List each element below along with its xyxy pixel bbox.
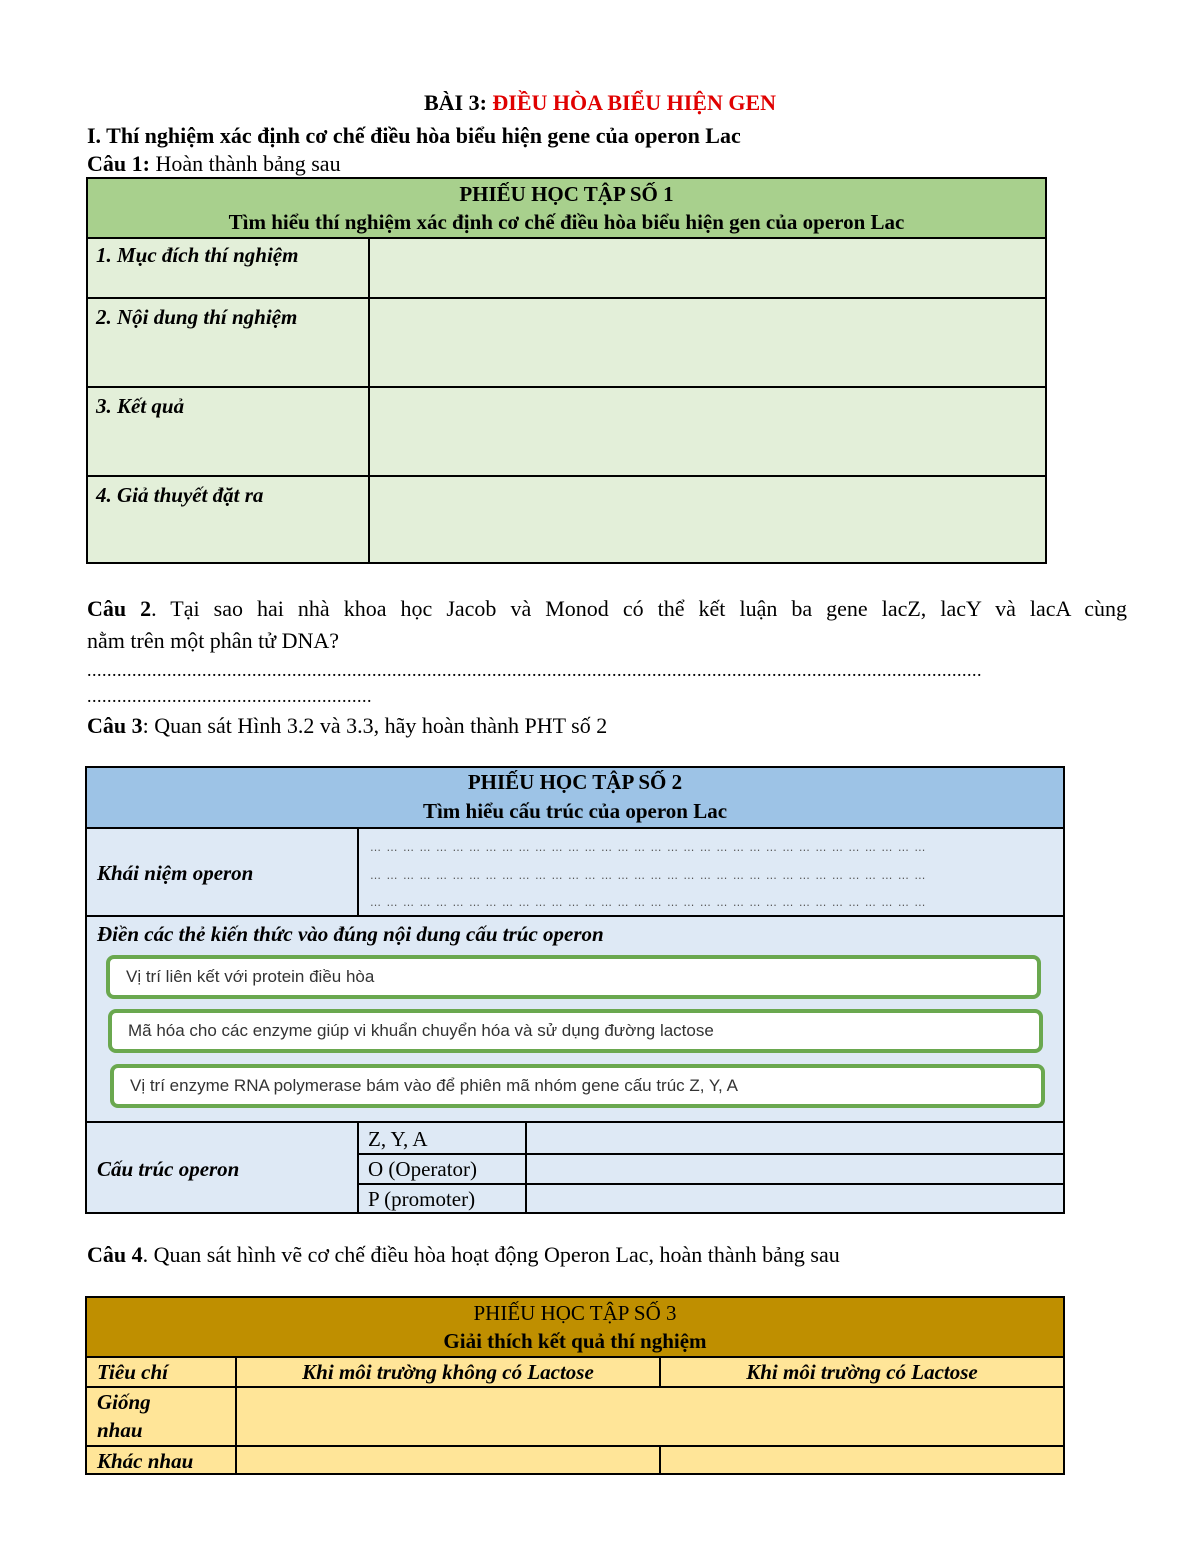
- column-divider: [525, 1123, 527, 1212]
- knowledge-card[interactable]: Mã hóa cho các enzyme giúp vi khuẩn chuyển hóa và sử dụng đường lactose: [108, 1009, 1043, 1053]
- knowledge-card[interactable]: Vị trí enzyme RNA polymerase bám vào để phiên mã nhóm gene cấu trúc Z, Y, A: [110, 1064, 1045, 1108]
- table-row: [88, 237, 1045, 299]
- structure-item: O (Operator): [368, 1157, 478, 1181]
- column-header: Khi môi trường không có Lactose: [302, 1360, 594, 1384]
- answer-dots: … … … … … … … … … … … … … … … … … … … … … … … … … … … … … … … … … …: [370, 841, 927, 854]
- answer-line: ...................................................................................................................................................................................: [87, 660, 982, 680]
- table-row: [88, 477, 1045, 564]
- structure-item: P (promoter): [368, 1187, 476, 1211]
- worksheet-3-title: PHIẾU HỌC TẬP SỐ 3: [473, 1301, 677, 1325]
- question-2: Câu 2. Tại sao hai nhà khoa học Jacob và Monod có thể kết luận ba gene lacZ, lacY và lacA cùng: [87, 596, 1128, 621]
- answer-line: .........................................................: [87, 686, 372, 706]
- row-label: 4. Giả thuyết đặt ra: [96, 483, 264, 507]
- worksheet-1-header: [88, 179, 1045, 239]
- column-divider: [357, 1123, 359, 1212]
- structure-label: Cấu trúc operon: [97, 1157, 240, 1181]
- row-divider: [87, 915, 1063, 917]
- table-row: [88, 388, 1045, 477]
- column-header: Tiêu chí: [97, 1360, 168, 1384]
- row-divider: [87, 1445, 1063, 1447]
- worksheet-1-title: PHIẾU HỌC TẬP SỐ 1: [459, 182, 674, 206]
- knowledge-card[interactable]: Vị trí liên kết với protein điều hòa: [106, 955, 1041, 999]
- question-4: Câu 4. Quan sát hình vẽ cơ chế điều hòa hoạt động Operon Lac, hoàn thành bảng sau: [87, 1242, 840, 1267]
- worksheet-2-subtitle: Tìm hiểu cấu trúc của operon Lac: [422, 799, 728, 823]
- fill-instruction: Điền các thẻ kiến thức vào đúng nội dung cấu trúc operon: [97, 922, 604, 946]
- concept-label: Khái niệm operon: [97, 861, 254, 885]
- column-divider: [659, 1445, 661, 1473]
- row-label: nhau: [97, 1418, 143, 1442]
- question-1: Câu 1: Hoàn thành bảng sau: [87, 151, 341, 176]
- section-heading: I. Thí nghiệm xác định cơ chế điều hòa biểu hiện gene của operon Lac: [87, 123, 741, 148]
- worksheet-1: [86, 177, 1047, 564]
- table-row: [88, 299, 1045, 388]
- row-label: Giống: [97, 1390, 151, 1414]
- worksheet-3: [85, 1296, 1065, 1475]
- answer-dots: … … … … … … … … … … … … … … … … … … … … … … … … … … … … … … … … … …: [370, 869, 927, 882]
- row-label: 3. Kết quả: [96, 394, 185, 418]
- answer-dots: … … … … … … … … … … … … … … … … … … … … … … … … … … … … … … … … … …: [370, 896, 927, 909]
- worksheet-3-subtitle: Giải thích kết quả thí nghiệm: [443, 1329, 707, 1353]
- column-header: Khi môi trường có Lactose: [746, 1360, 978, 1384]
- row-divider: [87, 1121, 1063, 1123]
- worksheet-1-subtitle: Tìm hiểu thí nghiệm xác định cơ chế điều hòa biểu hiện gen của operon Lac: [228, 210, 905, 234]
- worksheet-2-title: PHIẾU HỌC TẬP SỐ 2: [467, 770, 683, 794]
- row-label: 2. Nội dung thí nghiệm: [96, 305, 298, 329]
- column-divider: [357, 827, 359, 917]
- question-3: Câu 3: Quan sát Hình 3.2 và 3.3, hãy hoàn thành PHT số 2: [87, 713, 608, 738]
- row-divider: [87, 1386, 1063, 1388]
- worksheet-3-header: [87, 1298, 1063, 1358]
- page-title: BÀI 3: ĐIỀU HÒA BIỂU HIỆN GEN: [423, 90, 777, 115]
- worksheet-2-header: [87, 768, 1063, 829]
- row-label: Khác nhau: [97, 1449, 194, 1473]
- question-2-cont: nằm trên một phân tử DNA?: [87, 628, 340, 653]
- row-label: 1. Mục đích thí nghiệm: [96, 243, 299, 267]
- structure-item: Z, Y, A: [368, 1127, 428, 1151]
